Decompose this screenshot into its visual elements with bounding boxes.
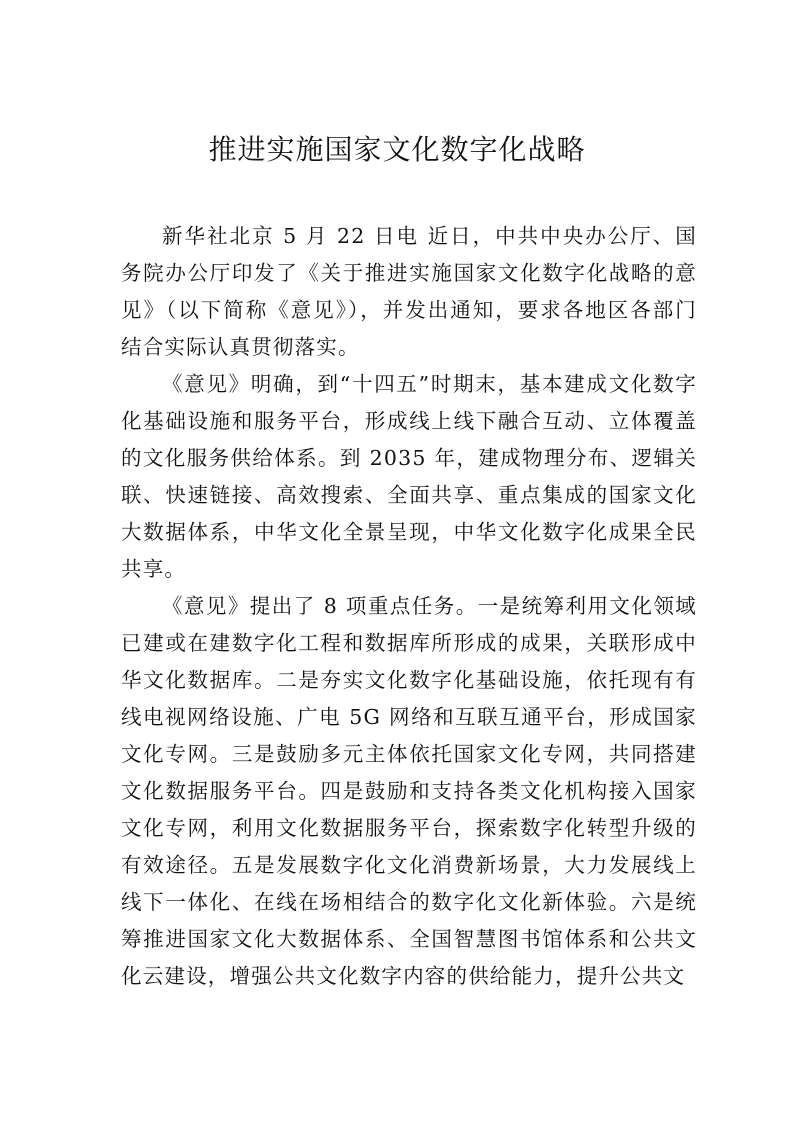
document-body	[121, 218, 697, 995]
document-title: 推进实施国家文化数字化战略	[208, 133, 586, 166]
paragraph-1: 新华社北京 5 月 22 日电 近日，中共中央办公厅、国务院办公厅印发了《关于推进实施国家文化数字化战略的意见》（以下简称《意见》），并发出通知，要求各地区各部门结合实际认真贯彻落实。	[121, 224, 697, 359]
paragraph-3: 《意见》提出了 8 项重点任务。一是统筹利用文化领域已建或在建数字化工程和数据库所形成的成果，关联形成中华文化数据库。二是夯实文化数字化基础设施，依托现有有线电视网络设施、广电 5G 网络和互联互通平台，形成国家文化专网。三是鼓励多元主体依托国家文化专网，共同搭建文化数据服务平台。四是鼓励和支持各类文化机构接入国家文化专网，利用文化数据服务平台，探索数字化转型升级的有效途径。五是发展数字化文化消费新场景，大力发展线上线下一体化、在线在场相结合的数字化文化新体验。六是统筹推进国家文化大数据体系、全国智慧图书馆体系和公共文化云建设，增强公共文化数字内容的供给能力，提升公共文	[121, 594, 697, 988]
paragraph-2: 《意见》明确，到“十四五”时期末，基本建成文化数字化基础设施和服务平台，形成线上线下融合互动、立体覆盖的文化服务供给体系。到 2035 年，建成物理分布、逻辑关联、快速链接、高效搜索、全面共享、重点集成的国家文化大数据体系，中华文化全景呈现，中华文化数字化成果全民共享。	[121, 372, 697, 581]
